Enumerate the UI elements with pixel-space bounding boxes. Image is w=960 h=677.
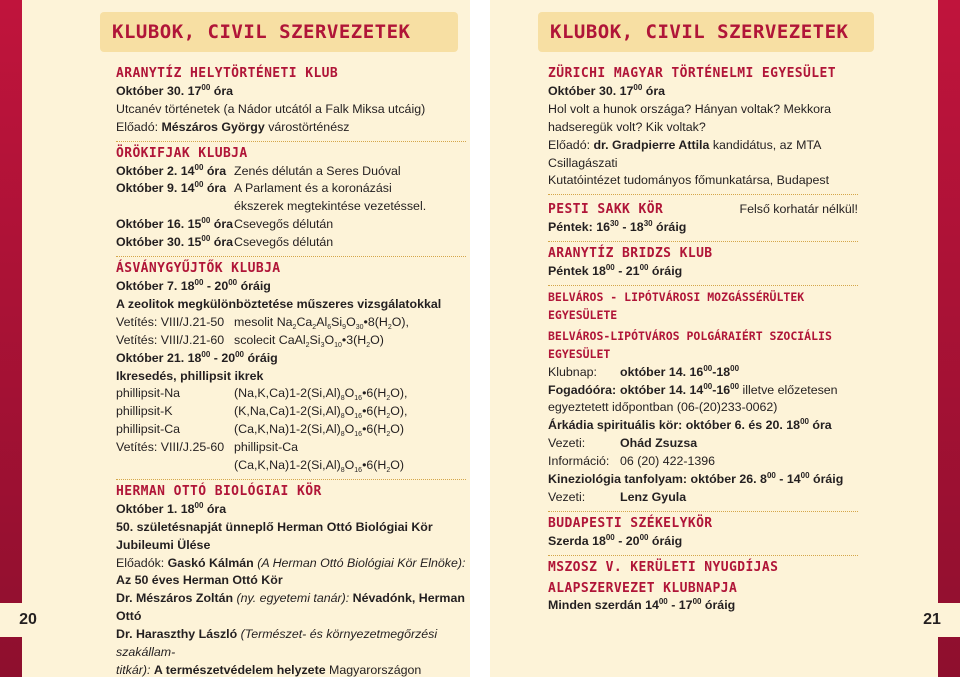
aranytiz-title: ARANYTÍZ HELYTÖRTÉNETI KLUB [116,66,339,81]
formula-row: $(Ca,K,Na)1-2(Si,Al)_8O_{16}•6(H_2O)$ [234,458,405,475]
aranytiz-speaker: Előadó: Mészáros György várostörténész [116,119,350,134]
belvaros-line: Kineziológia tanfolyam: október 26. $8^{00} - 14^{00}$ óráig [548,471,844,487]
right-header: KLUBOK, CIVIL SZERVEZETEK [538,12,874,52]
zurichi-line: hadseregük volt? Kik voltak? [548,119,706,134]
sakk-title: PESTI SAKK KÖR [548,202,664,218]
herman-line: Dr. Mészáros Zoltán (ny. egyetemi tanár): Névadónk, Herman Ottó [116,591,465,624]
divider [548,194,858,195]
zurichi-line: Előadó: dr. Gradpierre Attila kandidátus, az MTA Csillagászati [548,137,821,170]
herman-line: Dr. Haraszthy László (Természet- és környezetmegőrzési szakállam- [116,627,438,660]
herman-line: Előadók: Gaskó Kálmán (A Herman Ottó Biológiai Kör Elnöke): [116,555,466,570]
herman-line: Jubileumi Ülése [116,537,211,552]
mszosz-title-2: ALAPSZERVEZET KLUBNAPJA [548,580,738,596]
left-page [0,0,470,677]
sakk-note: Felső korhatár nélkül! [739,202,858,217]
belvaros-row: Vezeti: Ohád Zsuzsa [548,436,698,451]
zurichi-title: ZÜRICHI MAGYAR TÖRTÉNELMI EGYESÜLET [548,66,836,81]
orokifjak-row: Október 9. $14^{00}$ óra A Parlament és a koronázási [116,180,392,196]
asvany-topic-2: Ikresedés, phillipsit ikrek [116,368,264,383]
mszosz-title-1: MSZOSZ V. KERÜLETI NYUGDÍJAS [548,559,779,575]
formula-row: Vetítés: VIII/J.21-60 scolecit $CaAl_2Si_3O_{10}•3(H_2O)$ [116,332,384,349]
orokifjak-row: ékszerek megtekintése vezetéssel. [234,199,427,214]
page-number-right: 21 [904,603,960,637]
orokifjak-row: Október 16. $15^{00}$ óra Csevegős délután [116,216,334,232]
formula-row: phillipsit-Ca $(Ca,K,Na)1-2(Si,Al)_8O_{16}•6(H_2O)$ [116,422,405,439]
herman-title: HERMAN OTTÓ BIOLÓGIAI KÖR [116,483,322,499]
divider [548,241,858,242]
belvaros-row: Vezeti: Lenz Gyula [548,489,687,504]
szekely-title: BUDAPESTI SZÉKELYKÖR [548,515,713,531]
divider [116,141,466,142]
left-header: KLUBOK, CIVIL SZERVEZETEK [100,12,458,52]
bridzs-title: ARANYTÍZ BRIDZS KLUB [548,246,713,262]
zurichi-line: Kutatóintézet tudományos főmunkatársa, Budapest [548,173,830,188]
formula-row: Vetítés: VIII/J.25-60 phillipsit-Ca [116,440,299,455]
sakk-time: Péntek: $16^{30} - 18^{30}$ óráig [548,219,687,235]
mszosz-time: Minden szerdán $14^{00} - 17^{00}$ óráig [548,597,736,613]
herman-line: 50. születésnapját ünneplő Herman Ottó Biológiai Kör [116,519,433,534]
asvany-date-1: Október 7. $18^{00} - 20^{00}$ óráig [116,277,271,293]
left-column [116,62,466,677]
divider [548,285,858,286]
belvaros-line: egyeztetett időpontban (06-(20)233-0062) [548,400,778,415]
bridzs-time: Péntek $18^{00} - 21^{00}$ óráig [548,263,683,279]
herman-line: Az 50 éves Herman Ottó Kör [116,573,283,588]
belvaros-row: Információ: 06 (20) 422-1396 [548,454,716,469]
divider [548,511,858,512]
zurichi-date: Október 30. $17^{00}$ óra [548,82,666,98]
formula-row: phillipsit-Na $(Na,K,Ca)1-2(Si,Al)_8O_{16}•6(H_2O)$, [116,386,408,403]
sakk-header [548,198,858,219]
herman-date: Október 1. $18^{00}$ óra [116,500,227,516]
aranytiz-topic: Utcanév történetek (a Nádor utcától a Falk Miksa utcáig) [116,101,426,116]
right-edge-strip [938,0,960,677]
right-page [490,0,960,677]
formula-row: Vetítés: VIII/J.21-50 mesolit $Na_2Ca_2Al_6Si_9O_{30}•8(H_2O)$, [116,314,409,331]
page-number-left: 20 [0,603,56,637]
belvaros-line: Árkádia spirituális kör: október 6. és 20. $18^{00}$ óra [548,417,832,433]
orokifjak-row: Október 2. $14^{00}$ óra Zenés délután a Seres Duóval [116,162,401,178]
orokifjak-row: Október 30. $15^{00}$ óra Csevegős délután [116,234,334,250]
divider [116,479,466,480]
belvaros-row: Fogadóóra: október 14. $14^{00}-16^{00}$ illetve előzetesen [548,381,838,397]
aranytiz-date: Október 30. $17^{00}$ óra [116,82,234,98]
szekely-time: Szerda $18^{00} - 20^{00}$ óráig [548,532,683,548]
asvany-topic-1: A zeolitok megkülönböztetése műszeres vizsgálatokkal [116,296,442,311]
herman-line: titkár): A természetvédelem helyzete Magyarországon [116,663,422,677]
right-column [548,62,858,615]
divider [548,555,858,556]
gutter [470,0,490,677]
formula-row: phillipsit-K $(K,Na,Ca)1-2(Si,Al)_8O_{16}•6(H_2O)$, [116,404,408,421]
asvany-title: ÁSVÁNYGYŰJTŐK KLUBJA [116,261,281,277]
belvaros-row: Klubnap: október 14. $16^{00}-18^{00}$ [548,363,740,379]
asvany-date-2: Október 21. $18^{00} - 20^{00}$ óráig [116,349,278,365]
belvaros-title-1: BELVÁROS - LIPÓTVÁROSI MOZGÁSSÉRÜLTEK EGYESÜLETE [548,289,805,322]
belvaros-title-2: BELVÁROS-LIPÓTVÁROS POLGÁRAIÉRT SZOCIÁLIS EGYESÜLET [548,328,832,361]
zurichi-line: Hol volt a hunok országa? Hányan voltak? Mekkora [548,101,832,116]
left-edge-strip [0,0,22,677]
divider [116,256,466,257]
orokifjak-title: ÖRÖKIFJAK KLUBJA [116,145,248,161]
